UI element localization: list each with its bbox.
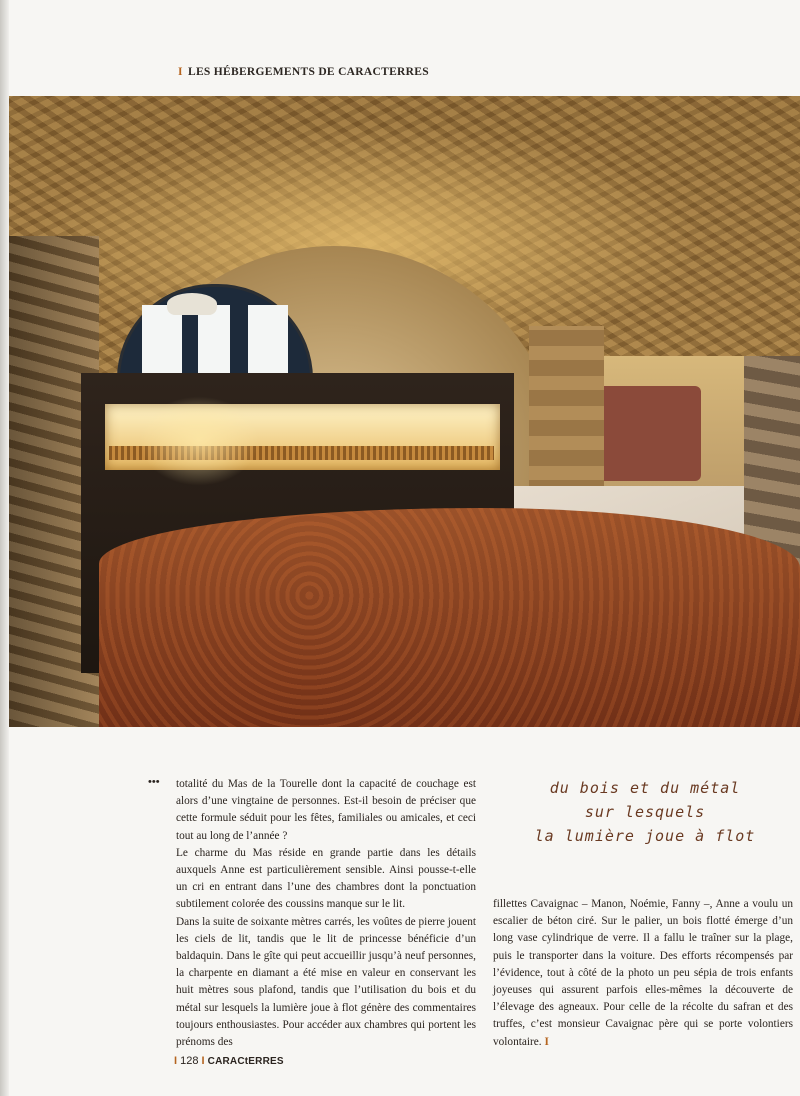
sofa — [591, 386, 701, 481]
quote-line: du bois et du métal — [549, 779, 741, 797]
desk-lamp — [167, 293, 217, 315]
article-column-right — [493, 896, 793, 1051]
bed-cover — [99, 508, 800, 727]
header-bar: I — [178, 66, 183, 78]
paragraph: Le charme du Mas réside en grande partie dans les détails auxquels Anne est particulièrement sensible. Ainsi pousse-t-elle un cri en entrant dans l’une des chambres dont la ponctuation subtilement colorée des coussins manque sur le lit. — [176, 846, 476, 911]
paragraph — [493, 896, 793, 1051]
section-title: LES HÉBERGEMENTS DE CARACTERRES — [187, 66, 429, 78]
pull-quote — [530, 776, 760, 848]
lamp-glow — [139, 396, 259, 486]
page-gutter-shadow — [0, 0, 9, 1096]
quote-line: la lumière joue à flot — [534, 827, 756, 845]
footer-bar: I — [201, 1055, 205, 1067]
magazine-name: CARACtERRES — [207, 1056, 284, 1067]
quote-line: sur lesquels — [584, 803, 706, 821]
page-footer — [174, 1055, 284, 1067]
end-mark: I — [544, 1035, 549, 1048]
page-number: 128 — [180, 1055, 199, 1067]
article-column-left — [176, 776, 476, 1051]
section-header — [178, 66, 429, 78]
paragraph: totalité du Mas de la Tourelle dont la capacité de couchage est alors d’une vingtaine de personnes. Est-il besoin de préciser que cette formule séduit pour les fêtes, familiales ou amicales, et ceci tout au long de l’année ? — [176, 778, 476, 842]
paragraph-text: fillettes Cavaignac – Manon, Noémie, Fanny –, Anne a voulu un escalier de béton ciré. Sur le palier, un bois flotté émerge d’un long vase cylindrique de verre. Il a fallu le traîner sur la plage, puis le transporter dans la voiture. Des efforts récompensés par l’évidence, tout à côté de la photo un peu sépia de trois enfants joyeuses qui assurent parfois elles-mêmes la découverte de l’élevage des agneaux. Pour celle de la récolte du safran et des truffes, c’est monsieur Cavaignac père qui se porte volontiers volontaire. — [493, 898, 793, 1048]
paragraph: Dans la suite de soixante mètres carrés, les voûtes de pierre jouent les ciels de lit, tandis que le lit de princesse bénéficie d’un baldaquin. Dans le gîte qui peut accueillir jusqu’à neuf personnes, la charpente en diamant a été mise en valeur en conservant les huit mètres sous plafond, tandis que l’utilisation du bois et du métal sur lesquels la lumière joue à flot génère des commentaires toujours enthousiastes. Pour accéder aux chambres qui portent les prénoms des — [176, 915, 476, 1049]
footer-bar: I — [174, 1055, 178, 1067]
bedroom-photo — [9, 96, 800, 727]
continuation-marker: ••• — [148, 776, 160, 788]
